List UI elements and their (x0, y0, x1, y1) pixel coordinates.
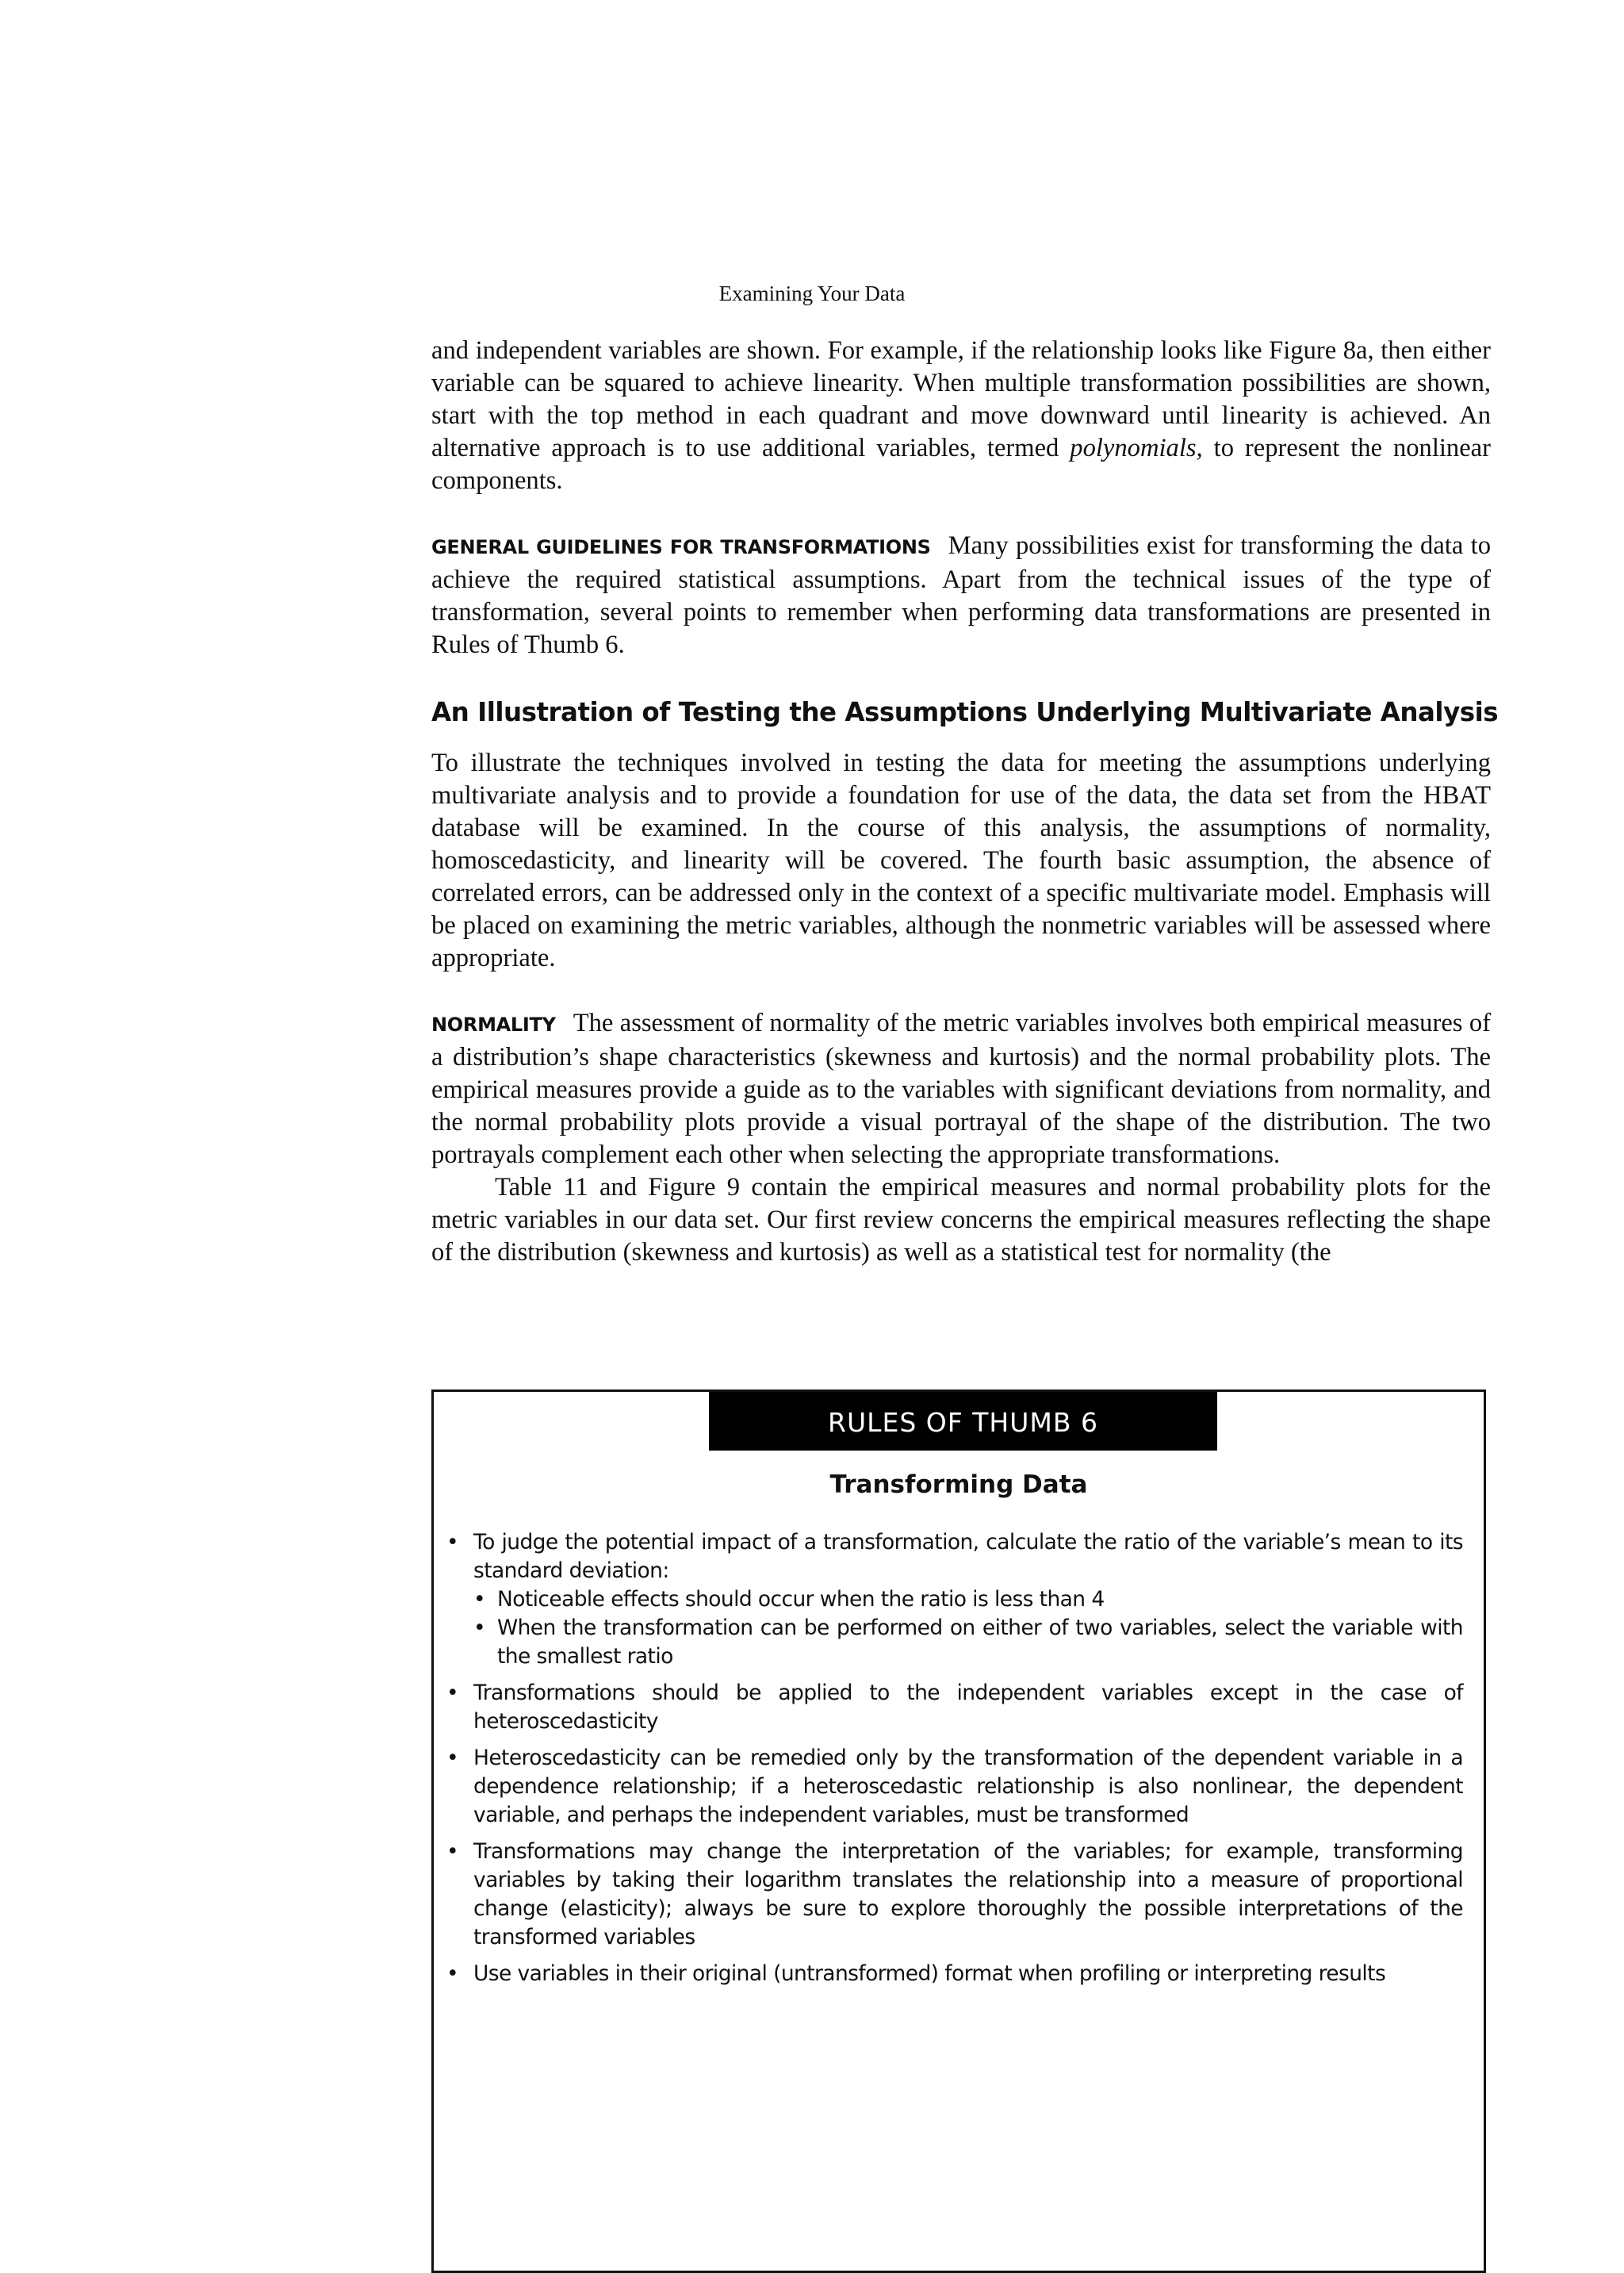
rule-item (434, 1528, 1484, 1671)
rule-text: Use variables in their original (untransformed) format when profiling or interpreting results (473, 1961, 1386, 1986)
rule-subitem (473, 1614, 1463, 1671)
rule-text: To judge the potential impact of a transformation, calculate the ratio of the variable’s mean to its standard deviation: (473, 1530, 1463, 1583)
bullet-icon: • (446, 1746, 459, 1770)
bullet-icon: • (473, 1616, 486, 1640)
rules-title: Transforming Data (829, 1470, 1088, 1499)
rules-list (434, 1528, 1484, 1996)
paragraph-table-figure-reference: Table 11 and Figure 9 contain the empirical measures and normal probability plots for the metric variables in our data set. Our first review concerns the empirical measures reflecting the shape of the distribution (skewness and kurtosis) as well as a statistical test for normality (the (431, 1173, 1491, 1267)
rule-item (434, 1744, 1484, 1830)
rule-subitem (473, 1585, 1463, 1614)
rules-of-thumb-box (431, 1389, 1486, 2273)
rule-subitem-text: When the transformation can be performed on either of two variables, select the variable with the smallest ratio (497, 1616, 1463, 1669)
paragraph-text: Many possibilities exist for transforming the data to achieve the required statistical assumptions. Apart from the technical issues of the type of transformation, several points to remember when performing data transformations are presented in Rules of Thumb 6. (431, 531, 1491, 659)
normality-section (431, 1007, 1491, 1269)
rule-item (434, 1679, 1484, 1736)
rule-item (434, 1960, 1484, 1988)
rule-item (434, 1838, 1484, 1952)
paragraph-text: The assessment of normality of the metric variables involves both empirical measures of a distribution’s shape characteristics (skewness and kurtosis) and the normal probability plots. The empirical measures provide a guide as to the variables with significant deviations from normality, and the normal probability plots provide a visual portrayal of the shape of the distribution. The two portrayals complement each other when selecting the appropriate transformations. (431, 1009, 1491, 1169)
bullet-icon: • (473, 1587, 486, 1612)
bullet-icon: • (446, 1961, 459, 1986)
paragraph-text-end: to represent the nonlinear components. (431, 434, 1491, 495)
bullet-icon: • (446, 1839, 459, 1864)
rule-text: Transformations may change the interpretation of the variables; for example, transforming variables by taking their logarithm translates the relationship into a measure of proportional change (elasticity); always be sure to explore thoroughly the possible interpretations of the transformed variables (473, 1839, 1463, 1949)
section-heading: An Illustration of Testing the Assumptions Underlying Multivariate Analysis (431, 697, 1499, 727)
italic-term: polynomials, (1070, 434, 1203, 462)
paragraph-general-guidelines (431, 530, 1491, 661)
runin-heading-general-guidelines: GENERAL GUIDELINES FOR TRANSFORMATIONS (431, 536, 931, 558)
paragraph-illustration-intro (431, 747, 1491, 975)
rule-text: Heteroscedasticity can be remedied only by the transformation of the dependent variable in a dependence relationship; if a heteroscedastic relationship is also nonlinear, the dependent variable, and perhaps the independent variables, must be transformed (473, 1746, 1463, 1827)
rule-subitem-text: Noticeable effects should occur when the ratio is less than 4 (497, 1587, 1105, 1612)
rule-sublist (473, 1585, 1463, 1671)
paragraph-text: and independent variables are shown. For example, if the relationship looks like Figure 8a, then either variable can be squared to achieve linearity. When multiple transformation possibilities are shown, start with the top method in each quadrant and move downward until linearity is achieved. An alternative approach is to use additional variables, termed (431, 336, 1491, 462)
runin-heading-normality: NORMALITY (431, 1014, 556, 1036)
bullet-icon: • (446, 1530, 459, 1554)
rule-text: Transformations should be applied to the independent variables except in the case of heteroscedasticity (473, 1681, 1463, 1734)
rules-banner: RULES OF THUMB 6 (709, 1392, 1217, 1451)
paragraph-transformation-options (431, 335, 1491, 497)
paragraph-normality (431, 1007, 1491, 1171)
paragraph-text: To illustrate the techniques involved in testing the data for meeting the assumptions underlying multivariate analysis and to provide a foundation for use of the data, the data set from the HBAT database will be examined. In the course of this analysis, the assumptions of normality, homoscedasticity, and linearity will be covered. The fourth basic assumption, the absence of correlated errors, can be addressed only in the context of a specific multivariate model. Emphasis will be placed on examining the metric variables, although the nonmetric variables will be assessed where appropriate. (431, 749, 1491, 972)
bullet-icon: • (446, 1681, 459, 1705)
running-head: Examining Your Data (718, 282, 906, 305)
